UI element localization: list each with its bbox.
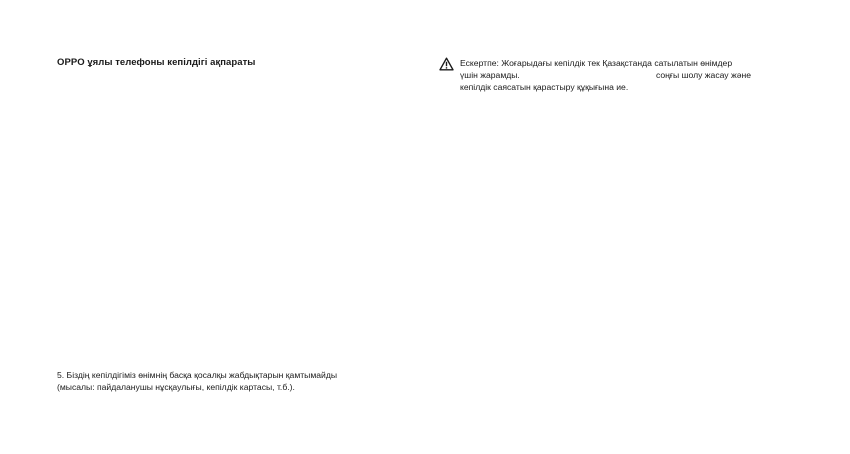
right-page bbox=[425, 0, 850, 454]
notice-line-3: кепілдік саясатын қарастыру құқығына ие. bbox=[460, 82, 629, 92]
notice-line-2 bbox=[460, 69, 830, 81]
warranty-footnote bbox=[57, 370, 417, 393]
footnote-line-2: (мысалы: пайдаланушы нұсқаулығы, кепілдік картасы, т.б.). bbox=[57, 381, 295, 392]
notice-text bbox=[460, 57, 830, 93]
notice-line-2-end: соңғы шолу жасау және bbox=[656, 70, 752, 80]
footnote-line-1: 5. Біздің кепілдігіміз өнімнің басқа қосалқы жабдықтарын қамтымайды bbox=[57, 370, 338, 380]
page-title: OPPO ұялы телефоны кепілдігі ақпараты bbox=[57, 57, 256, 68]
notice-line-2-start: үшін жарамды. bbox=[460, 70, 520, 80]
warning-triangle-icon bbox=[439, 57, 454, 71]
notice-line-1: Ескертпе: Жоғарыдағы кепілдік тек Қазақстанда сатылатын өнімдер bbox=[460, 58, 733, 68]
